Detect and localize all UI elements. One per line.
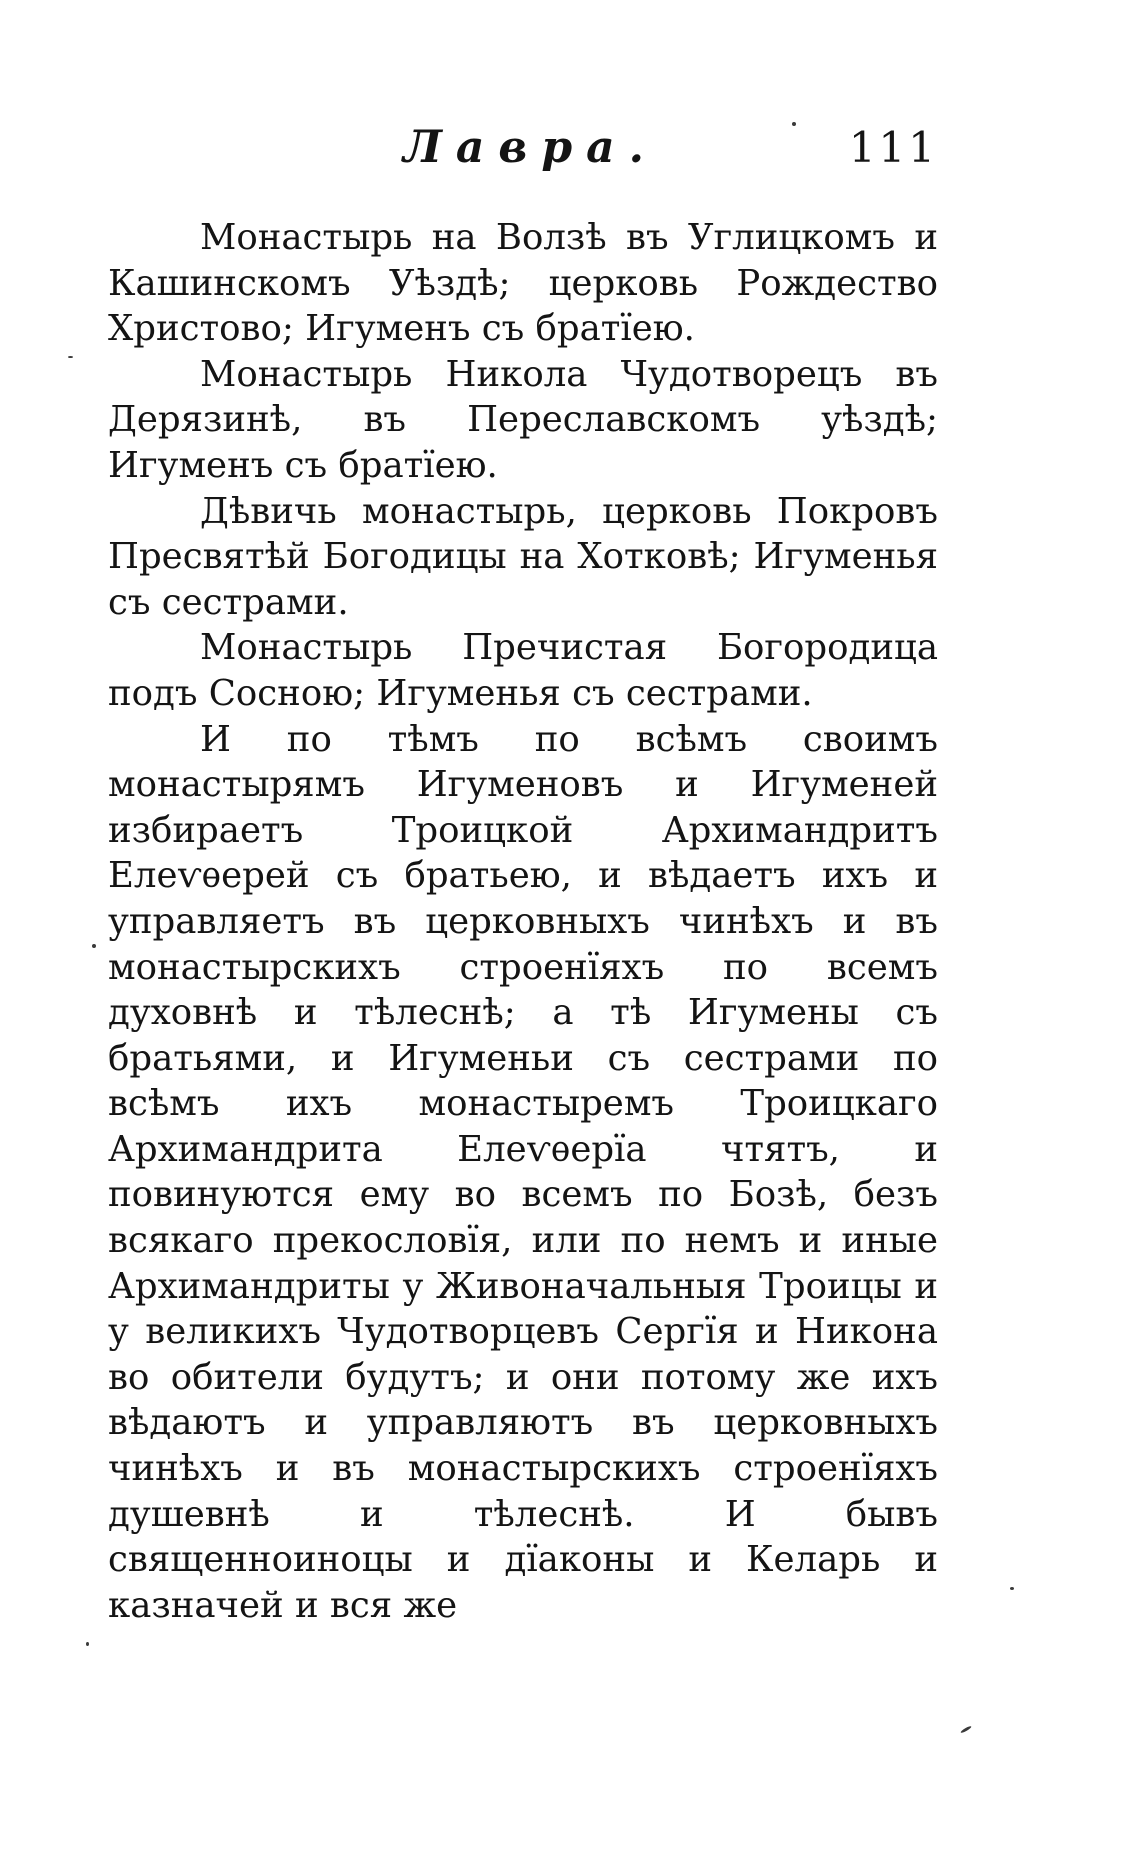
paragraph-convent-khotkovo: Дѣвичь монастырь, церковь Покровъ Пресвятѣй Богодицы на Хотковѣ; Игуменья съ сестрами. bbox=[108, 490, 938, 623]
paragraph-monastery-pod-sosnoyu: Монастырь Пречистая Богородица подъ Сосною; Игуменья съ сестрами. bbox=[108, 627, 938, 714]
paragraph-archimandrite-rule: И по тѣмъ по всѣмъ своимъ монастырямъ Игуменовъ и Игуменей избираетъ Троицкой Архимандритъ Елеѵѳерей съ братьею, и вѣдаетъ ихъ и управляетъ въ церковныхъ чинѣхъ и въ монастырскихъ строенїяхъ по всемъ духовнѣ и тѣлеснѣ; а тѣ Игумены съ братьями, и Игуменьи съ сестрами по всѣмъ ихъ монастыремъ Троицкаго Архимандрита Елеѵѳерїа чтятъ, и повинуются ему во всемъ по Бозѣ, безъ всякаго прекословїя, или по немъ и иные Архимандриты у Живоначальныя Троицы и у великихъ Чудотворцевъ Сергїя и Никона во обители будутъ; и они потому же ихъ вѣдаютъ и управляютъ въ церковныхъ чинѣхъ и въ монастырскихъ строенїяхъ душевнѣ и тѣлеснѣ. И бывъ священноиноцы и дїаконы и Келарь и казначей и вся же bbox=[108, 718, 938, 1626]
page-number: 111 bbox=[848, 123, 938, 172]
print-speck bbox=[86, 1642, 89, 1646]
paragraph-nikola-monastery: Монастырь Никола Чудотворецъ въ Дерязинѣ, въ Переславскомъ уѣздѣ; Игуменъ съ братїею. bbox=[108, 353, 938, 486]
print-speck bbox=[68, 356, 73, 358]
paragraph-uglich-monastery: Монастырь на Волзѣ въ Углицкомъ и Кашинскомъ Уѣздѣ; церковь Рождество Христово; Игуменъ съ братїею. bbox=[108, 217, 938, 350]
print-speck bbox=[92, 944, 96, 948]
running-head bbox=[108, 118, 938, 178]
print-speck bbox=[792, 122, 796, 126]
print-speck bbox=[960, 1725, 972, 1734]
print-speck bbox=[1010, 1587, 1014, 1590]
body-text bbox=[108, 215, 938, 1628]
running-head-title: Лавра. bbox=[403, 122, 658, 173]
